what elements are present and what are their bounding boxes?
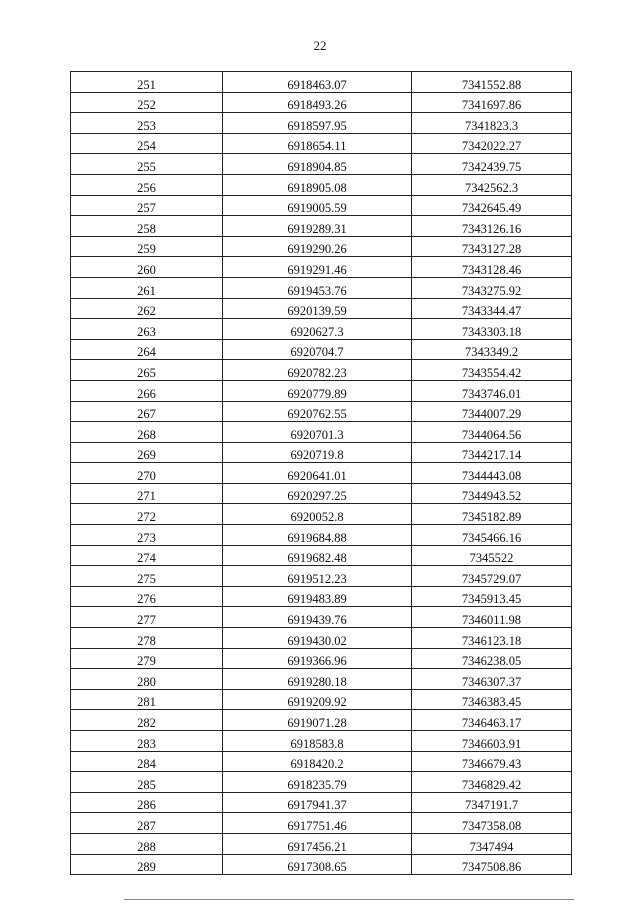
point-number-cell: 280: [71, 669, 223, 690]
y-coordinate-cell: 7343746.01: [412, 380, 572, 401]
table-row: [71, 648, 572, 669]
table-row: [71, 92, 572, 113]
table-row: [71, 607, 572, 628]
table-row: [71, 257, 572, 278]
y-coordinate-cell: 7345182.89: [412, 504, 572, 525]
y-coordinate-cell: 7343554.42: [412, 360, 572, 381]
bottom-rule: [124, 899, 574, 900]
point-number-cell: 276: [71, 586, 223, 607]
x-coordinate-cell: 6919289.31: [223, 216, 412, 237]
x-coordinate-cell: 6918420.2: [223, 751, 412, 772]
y-coordinate-cell: 7343127.28: [412, 236, 572, 257]
y-coordinate-cell: 7346011.98: [412, 607, 572, 628]
x-coordinate-cell: 6917941.37: [223, 792, 412, 813]
point-number-cell: 284: [71, 751, 223, 772]
table-row: [71, 277, 572, 298]
y-coordinate-cell: 7344443.08: [412, 463, 572, 484]
table-row: [71, 525, 572, 546]
point-number-cell: 275: [71, 566, 223, 587]
y-coordinate-cell: 7346307.37: [412, 669, 572, 690]
table-row: [71, 833, 572, 854]
point-number-cell: 267: [71, 401, 223, 422]
point-number-cell: 253: [71, 113, 223, 134]
table-row: [71, 319, 572, 340]
y-coordinate-cell: 7342439.75: [412, 154, 572, 175]
point-number-cell: 259: [71, 236, 223, 257]
x-coordinate-cell: 6919366.96: [223, 648, 412, 669]
point-number-cell: 261: [71, 277, 223, 298]
x-coordinate-cell: 6920762.55: [223, 401, 412, 422]
x-coordinate-cell: 6920139.59: [223, 298, 412, 319]
table-row: [71, 792, 572, 813]
point-number-cell: 289: [71, 854, 223, 875]
table-row: [71, 669, 572, 690]
table-row: [71, 442, 572, 463]
point-number-cell: 278: [71, 628, 223, 649]
y-coordinate-cell: 7344217.14: [412, 442, 572, 463]
x-coordinate-cell: 6920052.8: [223, 504, 412, 525]
x-coordinate-cell: 6918654.11: [223, 133, 412, 154]
table-row: [71, 360, 572, 381]
y-coordinate-cell: 7347508.86: [412, 854, 572, 875]
x-coordinate-cell: 6918235.79: [223, 772, 412, 793]
y-coordinate-cell: 7343349.2: [412, 339, 572, 360]
point-number-cell: 285: [71, 772, 223, 793]
point-number-cell: 256: [71, 174, 223, 195]
x-coordinate-cell: 6920704.7: [223, 339, 412, 360]
x-coordinate-cell: 6918583.8: [223, 731, 412, 752]
y-coordinate-cell: 7345913.45: [412, 586, 572, 607]
point-number-cell: 257: [71, 195, 223, 216]
y-coordinate-cell: 7342022.27: [412, 133, 572, 154]
y-coordinate-cell: 7343275.92: [412, 277, 572, 298]
y-coordinate-cell: 7346383.45: [412, 689, 572, 710]
table-row: [71, 154, 572, 175]
table-row: [71, 586, 572, 607]
point-number-cell: 270: [71, 463, 223, 484]
coordinates-table-body: [71, 72, 572, 875]
y-coordinate-cell: 7343128.46: [412, 257, 572, 278]
coordinates-table: [70, 71, 572, 875]
point-number-cell: 283: [71, 731, 223, 752]
table-row: [71, 689, 572, 710]
point-number-cell: 258: [71, 216, 223, 237]
point-number-cell: 273: [71, 525, 223, 546]
y-coordinate-cell: 7347191.7: [412, 792, 572, 813]
point-number-cell: 272: [71, 504, 223, 525]
table-row: [71, 813, 572, 834]
point-number-cell: 271: [71, 483, 223, 504]
table-row: [71, 710, 572, 731]
x-coordinate-cell: 6920701.3: [223, 422, 412, 443]
point-number-cell: 265: [71, 360, 223, 381]
table-row: [71, 133, 572, 154]
point-number-cell: 263: [71, 319, 223, 340]
x-coordinate-cell: 6919682.48: [223, 545, 412, 566]
table-row: [71, 463, 572, 484]
table-row: [71, 566, 572, 587]
table-row: [71, 422, 572, 443]
point-number-cell: 262: [71, 298, 223, 319]
x-coordinate-cell: 6919291.46: [223, 257, 412, 278]
x-coordinate-cell: 6919005.59: [223, 195, 412, 216]
page-number: 22: [313, 38, 327, 53]
table-row: [71, 483, 572, 504]
table-row: [71, 751, 572, 772]
table-row: [71, 216, 572, 237]
x-coordinate-cell: 6919684.88: [223, 525, 412, 546]
x-coordinate-cell: 6919280.18: [223, 669, 412, 690]
y-coordinate-cell: 7341823.3: [412, 113, 572, 134]
table-row: [71, 380, 572, 401]
point-number-cell: 287: [71, 813, 223, 834]
y-coordinate-cell: 7347494: [412, 833, 572, 854]
table-row: [71, 236, 572, 257]
y-coordinate-cell: 7343126.16: [412, 216, 572, 237]
y-coordinate-cell: 7343344.47: [412, 298, 572, 319]
x-coordinate-cell: 6919290.26: [223, 236, 412, 257]
x-coordinate-cell: 6920782.23: [223, 360, 412, 381]
y-coordinate-cell: 7344007.29: [412, 401, 572, 422]
y-coordinate-cell: 7341552.88: [412, 72, 572, 93]
x-coordinate-cell: 6918493.26: [223, 92, 412, 113]
table-row: [71, 339, 572, 360]
point-number-cell: 269: [71, 442, 223, 463]
y-coordinate-cell: 7347358.08: [412, 813, 572, 834]
y-coordinate-cell: 7346238.05: [412, 648, 572, 669]
x-coordinate-cell: 6918597.95: [223, 113, 412, 134]
y-coordinate-cell: 7341697.86: [412, 92, 572, 113]
point-number-cell: 268: [71, 422, 223, 443]
x-coordinate-cell: 6919439.76: [223, 607, 412, 628]
table-row: [71, 113, 572, 134]
x-coordinate-cell: 6919483.89: [223, 586, 412, 607]
x-coordinate-cell: 6919453.76: [223, 277, 412, 298]
x-coordinate-cell: 6919209.92: [223, 689, 412, 710]
y-coordinate-cell: 7343303.18: [412, 319, 572, 340]
x-coordinate-cell: 6920297.25: [223, 483, 412, 504]
x-coordinate-cell: 6917751.46: [223, 813, 412, 834]
y-coordinate-cell: 7346463.17: [412, 710, 572, 731]
point-number-cell: 255: [71, 154, 223, 175]
point-number-cell: 281: [71, 689, 223, 710]
table-row: [71, 772, 572, 793]
x-coordinate-cell: 6918904.85: [223, 154, 412, 175]
y-coordinate-cell: 7344943.52: [412, 483, 572, 504]
x-coordinate-cell: 6917456.21: [223, 833, 412, 854]
y-coordinate-cell: 7346679.43: [412, 751, 572, 772]
x-coordinate-cell: 6918463.07: [223, 72, 412, 93]
x-coordinate-cell: 6920627.3: [223, 319, 412, 340]
y-coordinate-cell: 7345466.16: [412, 525, 572, 546]
x-coordinate-cell: 6919430.02: [223, 628, 412, 649]
point-number-cell: 252: [71, 92, 223, 113]
y-coordinate-cell: 7345522: [412, 545, 572, 566]
table-row: [71, 174, 572, 195]
table-row: [71, 628, 572, 649]
point-number-cell: 277: [71, 607, 223, 628]
point-number-cell: 286: [71, 792, 223, 813]
point-number-cell: 251: [71, 72, 223, 93]
point-number-cell: 260: [71, 257, 223, 278]
point-number-cell: 279: [71, 648, 223, 669]
x-coordinate-cell: 6920719.8: [223, 442, 412, 463]
table-row: [71, 298, 572, 319]
point-number-cell: 266: [71, 380, 223, 401]
point-number-cell: 282: [71, 710, 223, 731]
table-row: [71, 504, 572, 525]
table-row: [71, 854, 572, 875]
table-row: [71, 72, 572, 93]
y-coordinate-cell: 7345729.07: [412, 566, 572, 587]
x-coordinate-cell: 6920641.01: [223, 463, 412, 484]
point-number-cell: 274: [71, 545, 223, 566]
x-coordinate-cell: 6917308.65: [223, 854, 412, 875]
point-number-cell: 264: [71, 339, 223, 360]
y-coordinate-cell: 7346603.91: [412, 731, 572, 752]
x-coordinate-cell: 6918905.08: [223, 174, 412, 195]
point-number-cell: 254: [71, 133, 223, 154]
point-number-cell: 288: [71, 833, 223, 854]
y-coordinate-cell: 7346829.42: [412, 772, 572, 793]
x-coordinate-cell: 6919071.28: [223, 710, 412, 731]
x-coordinate-cell: 6919512.23: [223, 566, 412, 587]
table-row: [71, 195, 572, 216]
table-row: [71, 401, 572, 422]
y-coordinate-cell: 7346123.18: [412, 628, 572, 649]
table-row: [71, 731, 572, 752]
y-coordinate-cell: 7342645.49: [412, 195, 572, 216]
x-coordinate-cell: 6920779.89: [223, 380, 412, 401]
y-coordinate-cell: 7344064.56: [412, 422, 572, 443]
y-coordinate-cell: 7342562.3: [412, 174, 572, 195]
table-row: [71, 545, 572, 566]
